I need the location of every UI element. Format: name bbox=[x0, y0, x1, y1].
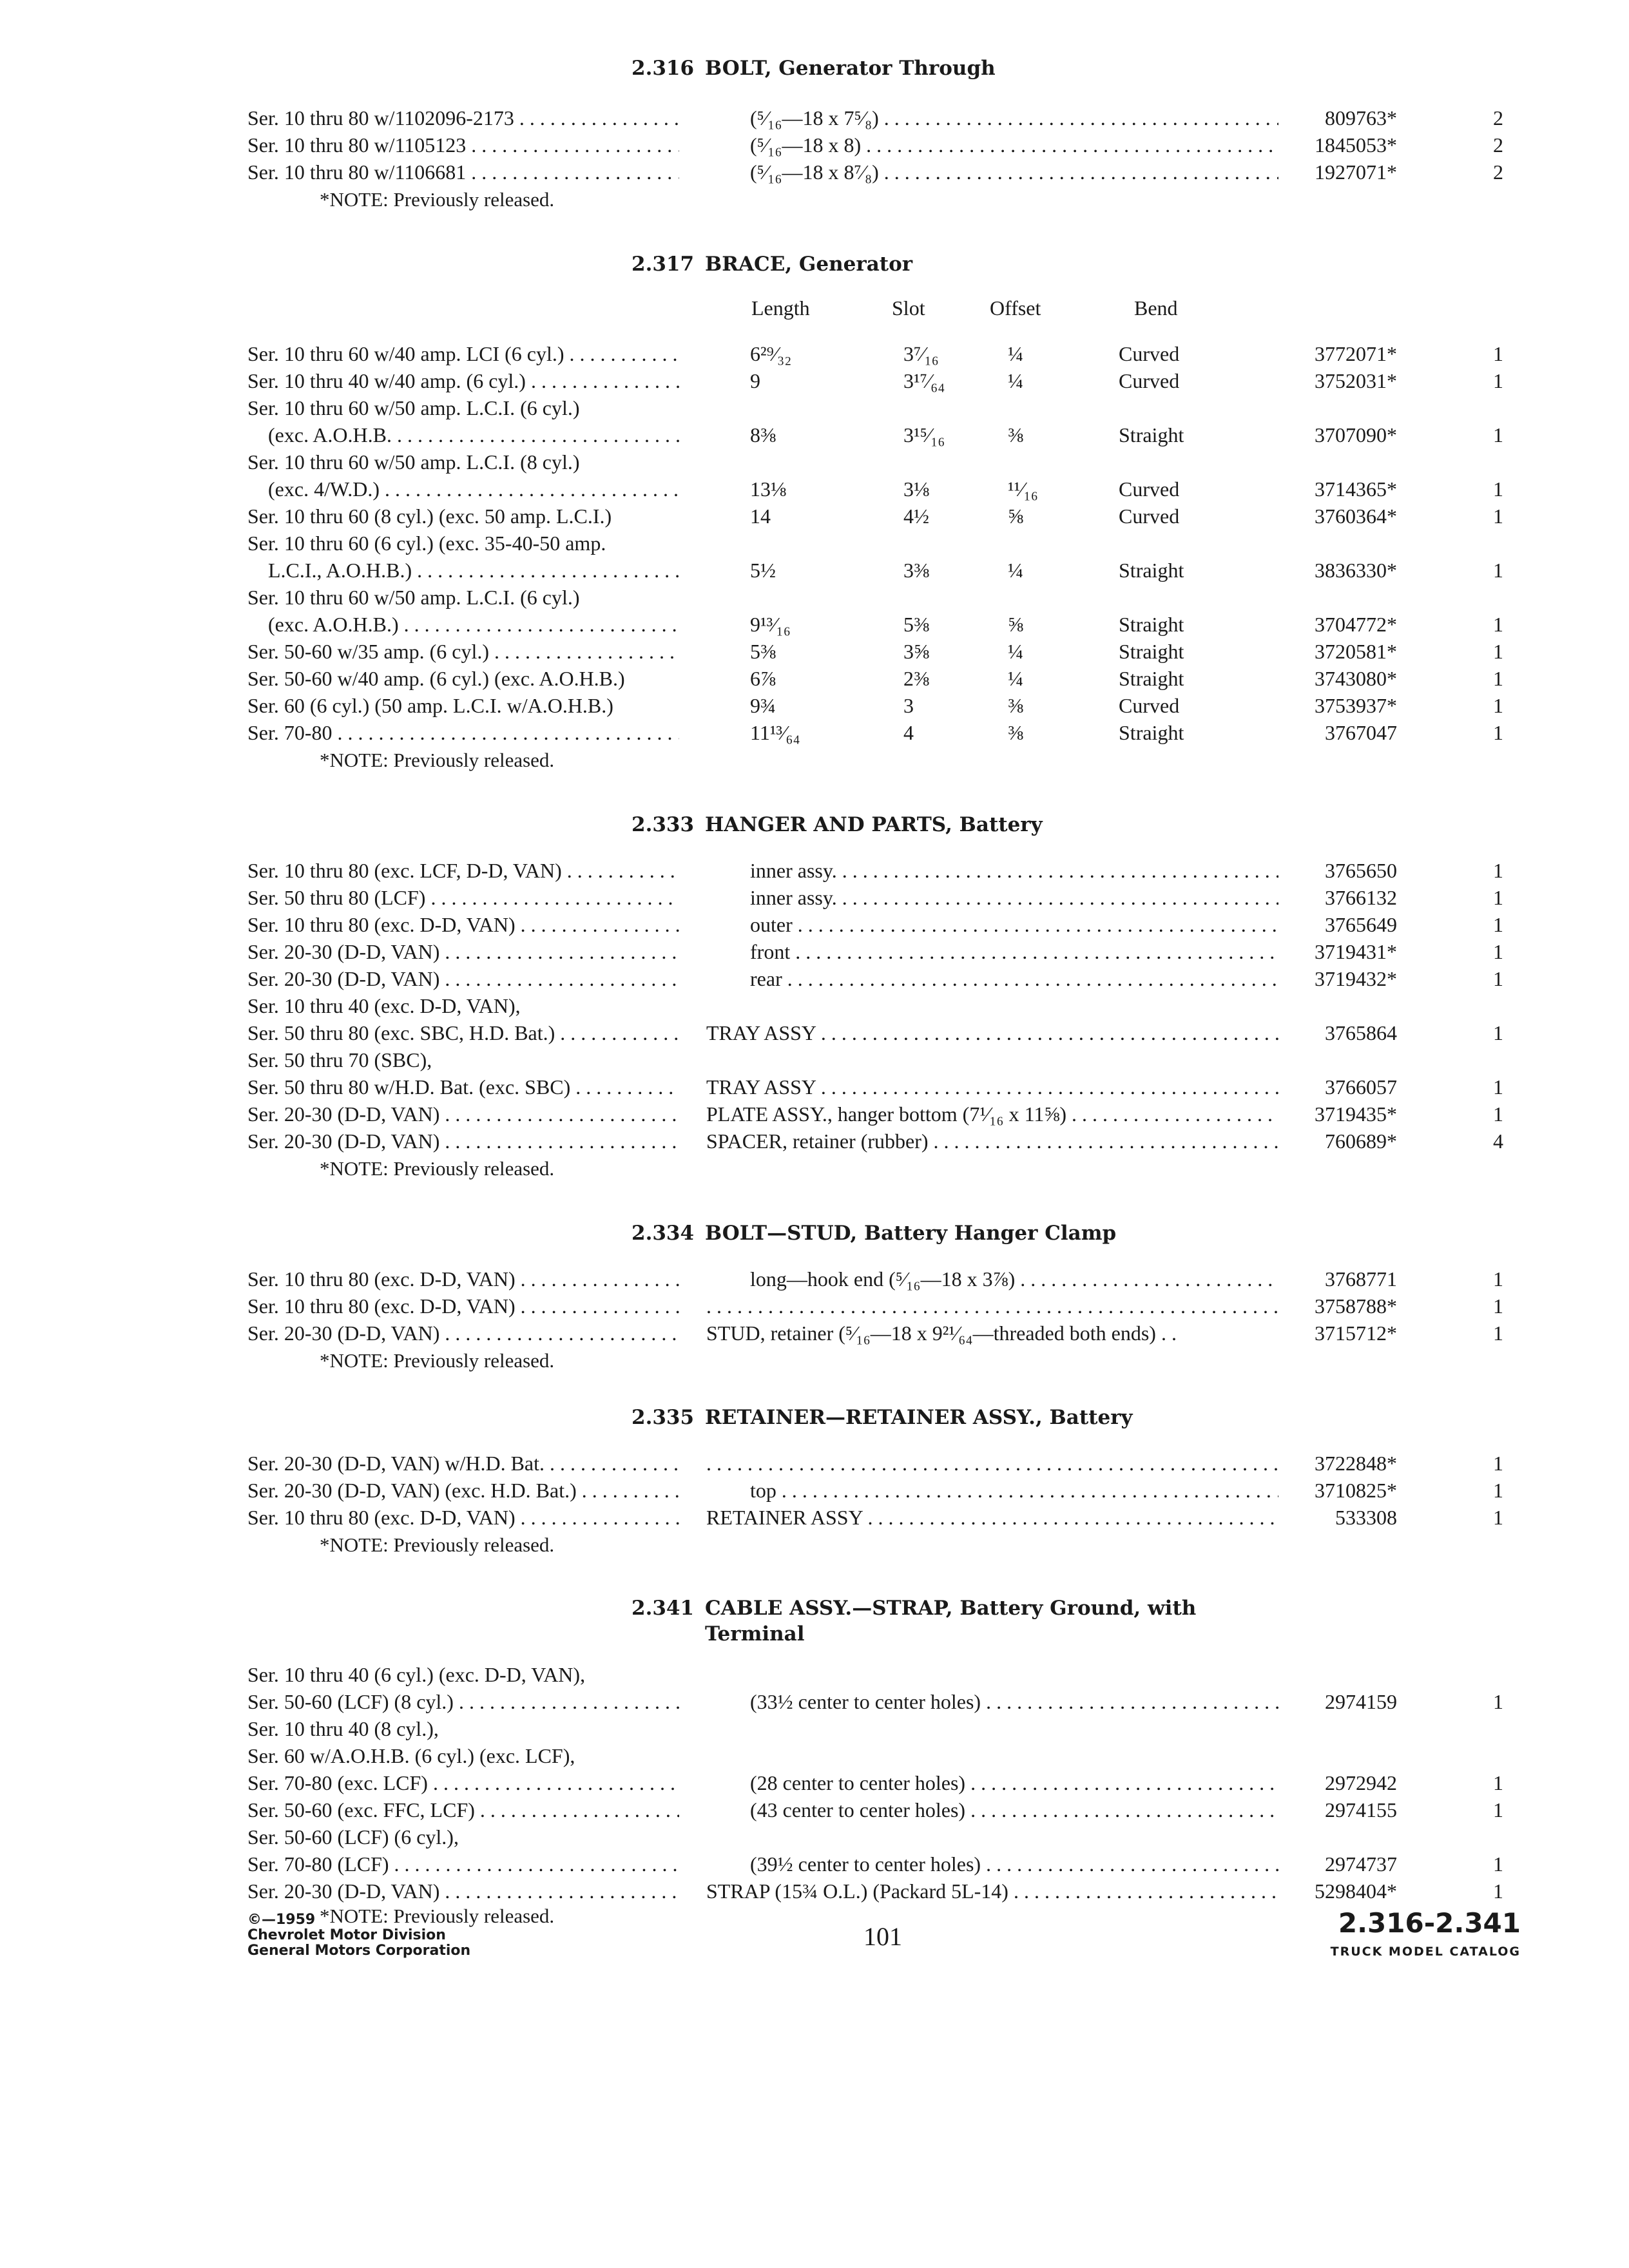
offset-value: ¼ bbox=[1008, 369, 1023, 392]
table-row bbox=[0, 530, 1629, 557]
series-label: Ser. 10 thru 80 (exc. D-D, VAN) . . . bbox=[247, 1265, 679, 1293]
part-number: 3715712* bbox=[1315, 1321, 1397, 1345]
part-description: front . . . bbox=[750, 938, 1278, 965]
part-description: long—hook end (⁵⁄₁₆—18 x 3⅞) . . . bbox=[750, 1265, 1278, 1293]
part-description: (33½ center to center holes) . . . bbox=[750, 1688, 1278, 1715]
section-header-2316 bbox=[631, 57, 996, 80]
part-number: 5298404* bbox=[1315, 1879, 1397, 1903]
part-number: 3758788* bbox=[1315, 1294, 1397, 1318]
series-label: Ser. 10 thru 60 (8 cyl.) (exc. 50 amp. L.C.I.) bbox=[247, 505, 612, 528]
length-value: 9¾ bbox=[750, 694, 776, 717]
series-label: Ser. 10 thru 60 w/50 amp. L.C.I. (6 cyl.) bbox=[247, 396, 580, 419]
offset-value: ⅝ bbox=[1008, 613, 1023, 636]
bend-value: Straight bbox=[1119, 721, 1184, 744]
quantity: 1 bbox=[1493, 1506, 1503, 1529]
series-label: Ser. 50-60 w/35 amp. (6 cyl.) . . . bbox=[247, 638, 679, 665]
part-number: 3760364* bbox=[1315, 505, 1397, 528]
series-label: Ser. 10 thru 60 w/50 amp. L.C.I. (6 cyl.) bbox=[247, 586, 580, 609]
column-header-bend: Bend bbox=[1134, 296, 1178, 320]
slot-value: 2⅜ bbox=[903, 667, 929, 690]
bend-value: Curved bbox=[1119, 342, 1180, 365]
series-label: Ser. 20-30 (D-D, VAN) . . . bbox=[247, 1878, 679, 1905]
length-value: 6²⁹⁄₃₂ bbox=[750, 342, 792, 365]
quantity: 1 bbox=[1493, 342, 1503, 365]
series-label: Ser. 10 thru 80 (exc. D-D, VAN) . . . bbox=[247, 1504, 679, 1531]
length-value: 9¹³⁄₁₆ bbox=[750, 613, 791, 636]
section-number: 2.335 bbox=[631, 1406, 695, 1429]
series-label: Ser. 60 w/A.O.H.B. (6 cyl.) (exc. LCF), bbox=[247, 1744, 575, 1767]
part-number: 3719435* bbox=[1315, 1102, 1397, 1126]
bend-value: Curved bbox=[1119, 477, 1180, 501]
part-description: TRAY ASSY . . . bbox=[706, 1019, 1278, 1046]
section-title: BOLT—STUD, Battery Hanger Clamp bbox=[705, 1222, 1117, 1245]
quantity: 1 bbox=[1493, 505, 1503, 528]
table-row bbox=[0, 159, 1629, 186]
series-label: (exc. 4/W.D.) . . . bbox=[247, 476, 679, 503]
quantity: 2 bbox=[1493, 106, 1503, 130]
slot-value: 3¹⁷⁄₆₄ bbox=[903, 369, 945, 392]
quantity: 1 bbox=[1493, 1771, 1503, 1794]
table-row bbox=[0, 131, 1629, 159]
offset-value: ¹¹⁄₁₆ bbox=[1008, 477, 1038, 501]
table-row bbox=[0, 1477, 1629, 1504]
quantity: 1 bbox=[1493, 1021, 1503, 1044]
part-number: 2974159 bbox=[1325, 1690, 1397, 1713]
corporation-name: General Motors Corporation bbox=[247, 1943, 471, 1959]
quantity: 1 bbox=[1493, 559, 1503, 582]
part-description: TRAY ASSY . . . bbox=[706, 1073, 1278, 1100]
part-number: 3752031* bbox=[1315, 369, 1397, 392]
series-label: Ser. 70-80 . . . bbox=[247, 719, 679, 746]
part-description: PLATE ASSY., hanger bottom (7¹⁄₁₆ x 11⅝) . . . bbox=[706, 1100, 1278, 1128]
part-number: 3765864 bbox=[1325, 1021, 1397, 1044]
table-row bbox=[0, 557, 1629, 584]
table-row bbox=[0, 992, 1629, 1019]
section-number: 2.341 bbox=[631, 1597, 695, 1620]
table-row bbox=[0, 1769, 1629, 1796]
section-header-2335 bbox=[631, 1406, 1133, 1429]
quantity: 1 bbox=[1493, 1321, 1503, 1345]
length-value: 14 bbox=[750, 505, 771, 528]
part-number: 3765650 bbox=[1325, 859, 1397, 882]
part-description: outer . . . bbox=[750, 911, 1278, 938]
quantity: 4 bbox=[1493, 1129, 1503, 1153]
part-number: 3766057 bbox=[1325, 1075, 1397, 1099]
table-row bbox=[0, 665, 1629, 692]
length-value: 13⅛ bbox=[750, 477, 786, 501]
series-label: (exc. A.O.H.B. . . . bbox=[247, 421, 679, 448]
part-description bbox=[706, 1450, 1278, 1477]
part-description: inner assy. . . . bbox=[750, 884, 1278, 911]
series-label: Ser. 20-30 (D-D, VAN) w/H.D. Bat. . . . bbox=[247, 1450, 679, 1477]
quantity: 1 bbox=[1493, 1075, 1503, 1099]
part-number: 2974155 bbox=[1325, 1798, 1397, 1821]
part-description: (39½ center to center holes) . . . bbox=[750, 1850, 1278, 1878]
series-label: Ser. 50 thru 70 (SBC), bbox=[247, 1048, 432, 1072]
part-number: 3710825* bbox=[1315, 1479, 1397, 1502]
series-label: Ser. 10 thru 80 w/1106681 . . . bbox=[247, 159, 679, 186]
series-label: Ser. 50 thru 80 w/H.D. Bat. (exc. SBC) . . . bbox=[247, 1073, 679, 1100]
bend-value: Straight bbox=[1119, 640, 1184, 663]
quantity: 1 bbox=[1493, 1690, 1503, 1713]
part-number: 3722848* bbox=[1315, 1452, 1397, 1475]
quantity: 1 bbox=[1493, 1102, 1503, 1126]
quantity: 1 bbox=[1493, 667, 1503, 690]
slot-value: 3⅝ bbox=[903, 640, 929, 663]
offset-value: ⅝ bbox=[1008, 505, 1023, 528]
part-number: 809763* bbox=[1325, 106, 1397, 130]
copyright: ©—1959 bbox=[247, 1912, 316, 1928]
table-row bbox=[0, 1850, 1629, 1878]
part-number: 3714365* bbox=[1315, 477, 1397, 501]
series-label: Ser. 50 thru 80 (LCF) . . . bbox=[247, 884, 679, 911]
table-row bbox=[0, 938, 1629, 965]
slot-value: 4½ bbox=[903, 505, 929, 528]
part-number: 3707090* bbox=[1315, 423, 1397, 447]
section-note: *NOTE: Previously released. bbox=[320, 1349, 555, 1372]
quantity: 1 bbox=[1493, 1452, 1503, 1475]
quantity: 1 bbox=[1493, 1852, 1503, 1876]
quantity: 2 bbox=[1493, 160, 1503, 184]
part-number: 3719432* bbox=[1315, 967, 1397, 990]
series-label: Ser. 50-60 (LCF) (8 cyl.) . . . bbox=[247, 1688, 679, 1715]
slot-value: 5⅜ bbox=[903, 613, 929, 636]
part-number: 3768771 bbox=[1325, 1267, 1397, 1291]
section-title: CABLE ASSY.—STRAP, Battery Ground, with bbox=[705, 1597, 1197, 1620]
section-header-2341 bbox=[631, 1597, 1197, 1646]
series-label: Ser. 20-30 (D-D, VAN) . . . bbox=[247, 1128, 679, 1155]
slot-value: 3⅜ bbox=[903, 559, 929, 582]
table-row bbox=[0, 692, 1629, 719]
page-number: 101 bbox=[863, 1922, 902, 1951]
quantity: 1 bbox=[1493, 694, 1503, 717]
slot-value: 3 bbox=[903, 694, 914, 717]
table-row bbox=[0, 1661, 1629, 1688]
quantity: 1 bbox=[1493, 613, 1503, 636]
series-label: L.C.I., A.O.H.B.) . . . bbox=[247, 557, 679, 584]
part-number: 3836330* bbox=[1315, 559, 1397, 582]
series-label: Ser. 20-30 (D-D, VAN) . . . bbox=[247, 938, 679, 965]
part-number: 2972942 bbox=[1325, 1771, 1397, 1794]
series-label: Ser. 50-60 (LCF) (6 cyl.), bbox=[247, 1825, 459, 1849]
slot-value: 3¹⁵⁄₁₆ bbox=[903, 423, 945, 447]
offset-value: ¼ bbox=[1008, 667, 1023, 690]
table-row bbox=[0, 857, 1629, 884]
section-title: BOLT, Generator Through bbox=[705, 57, 996, 80]
table-row bbox=[0, 1878, 1629, 1905]
series-label: Ser. 10 thru 80 (exc. LCF, D-D, VAN) . . . bbox=[247, 857, 679, 884]
quantity: 1 bbox=[1493, 477, 1503, 501]
part-number: 1927071* bbox=[1315, 160, 1397, 184]
table-row bbox=[0, 1504, 1629, 1531]
length-value: 8⅜ bbox=[750, 423, 776, 447]
quantity: 1 bbox=[1493, 1798, 1503, 1821]
table-row bbox=[0, 1715, 1629, 1742]
section-header-2333 bbox=[631, 813, 1043, 836]
series-label: Ser. 10 thru 80 (exc. D-D, VAN) . . . bbox=[247, 911, 679, 938]
table-row bbox=[0, 1742, 1629, 1769]
section-header-2334 bbox=[631, 1222, 1116, 1245]
column-header-length: Length bbox=[751, 296, 810, 320]
series-label: Ser. 20-30 (D-D, VAN) . . . bbox=[247, 1100, 679, 1128]
offset-value: ¼ bbox=[1008, 342, 1023, 365]
series-label: Ser. 20-30 (D-D, VAN) . . . bbox=[247, 965, 679, 992]
table-row bbox=[0, 638, 1629, 665]
table-row bbox=[0, 1796, 1629, 1823]
table-row bbox=[0, 1265, 1629, 1293]
part-description: (28 center to center holes) . . . bbox=[750, 1769, 1278, 1796]
quantity: 1 bbox=[1493, 1879, 1503, 1903]
table-row bbox=[0, 884, 1629, 911]
quantity: 2 bbox=[1493, 133, 1503, 157]
length-value: 6⅞ bbox=[750, 667, 776, 690]
bend-value: Straight bbox=[1119, 667, 1184, 690]
table-row bbox=[0, 911, 1629, 938]
part-number: 3743080* bbox=[1315, 667, 1397, 690]
part-description: (⁵⁄₁₆—18 x 7⁵⁄₈) . . . bbox=[750, 104, 1278, 131]
table-row bbox=[0, 1046, 1629, 1073]
table-row bbox=[0, 394, 1629, 421]
part-description: top . . . bbox=[750, 1477, 1278, 1504]
quantity: 1 bbox=[1493, 640, 1503, 663]
quantity: 1 bbox=[1493, 721, 1503, 744]
length-value: 5½ bbox=[750, 559, 776, 582]
section-number: 2.333 bbox=[631, 813, 695, 836]
division-name: Chevrolet Motor Division bbox=[247, 1927, 446, 1943]
length-value: 5⅜ bbox=[750, 640, 776, 663]
section-number: 2.316 bbox=[631, 57, 695, 80]
table-row bbox=[0, 1320, 1629, 1347]
part-description bbox=[706, 1293, 1278, 1320]
offset-value: ⅜ bbox=[1008, 721, 1023, 744]
series-label: Ser. 10 thru 40 (8 cyl.), bbox=[247, 1717, 439, 1740]
section-title: HANGER AND PARTS, Battery bbox=[705, 813, 1043, 836]
series-label: Ser. 20-30 (D-D, VAN) . . . bbox=[247, 1320, 679, 1347]
part-number: 3767047 bbox=[1325, 721, 1397, 744]
table-row bbox=[0, 340, 1629, 367]
section-header-2317 bbox=[631, 253, 912, 276]
series-label: (exc. A.O.H.B.) . . . bbox=[247, 611, 679, 638]
part-description: inner assy. . . . bbox=[750, 857, 1278, 884]
offset-value: ⅜ bbox=[1008, 423, 1023, 447]
length-value: 11¹³⁄₆₄ bbox=[750, 721, 800, 744]
table-row bbox=[0, 1100, 1629, 1128]
series-label: Ser. 50-60 (exc. FFC, LCF) . . . bbox=[247, 1796, 679, 1823]
table-row bbox=[0, 965, 1629, 992]
slot-value: 3⅛ bbox=[903, 477, 929, 501]
column-header-slot: Slot bbox=[892, 296, 925, 320]
part-number: 533308 bbox=[1335, 1506, 1397, 1529]
part-description: STUD, retainer (⁵⁄₁₆—18 x 9²¹⁄₆₄—threaded both ends) . . bbox=[706, 1321, 1177, 1345]
series-label: Ser. 10 thru 60 w/50 amp. L.C.I. (8 cyl.) bbox=[247, 450, 580, 474]
column-header-offset: Offset bbox=[990, 296, 1041, 320]
quantity: 1 bbox=[1493, 1294, 1503, 1318]
quantity: 1 bbox=[1493, 913, 1503, 936]
table-row bbox=[0, 1019, 1629, 1046]
series-label: Ser. 10 thru 40 (exc. D-D, VAN), bbox=[247, 994, 521, 1017]
length-value: 9 bbox=[750, 369, 760, 392]
quantity: 1 bbox=[1493, 967, 1503, 990]
table-row bbox=[0, 104, 1629, 131]
quantity: 1 bbox=[1493, 1479, 1503, 1502]
section-note: *NOTE: Previously released. bbox=[320, 749, 555, 771]
offset-value: ¼ bbox=[1008, 559, 1023, 582]
part-description: (43 center to center holes) . . . bbox=[750, 1796, 1278, 1823]
section-note: *NOTE: Previously released. bbox=[320, 1157, 555, 1180]
part-description: SPACER, retainer (rubber) . . . bbox=[706, 1128, 1278, 1155]
series-label: Ser. 70-80 (LCF) . . . bbox=[247, 1850, 679, 1878]
table-row bbox=[0, 1823, 1629, 1850]
bend-value: Straight bbox=[1119, 559, 1184, 582]
table-row bbox=[0, 1128, 1629, 1155]
part-number: 760689* bbox=[1325, 1129, 1397, 1153]
section-note: *NOTE: Previously released. bbox=[320, 188, 555, 211]
section-number: 2.334 bbox=[631, 1222, 695, 1245]
table-row bbox=[0, 611, 1629, 638]
table-row bbox=[0, 503, 1629, 530]
part-number: 3704772* bbox=[1315, 613, 1397, 636]
quantity: 1 bbox=[1493, 423, 1503, 447]
bend-value: Curved bbox=[1119, 505, 1180, 528]
offset-value: ¼ bbox=[1008, 640, 1023, 663]
bend-value: Straight bbox=[1119, 613, 1184, 636]
part-number: 3766132 bbox=[1325, 886, 1397, 909]
bend-value: Straight bbox=[1119, 423, 1184, 447]
slot-value: 3⁷⁄₁₆ bbox=[903, 342, 939, 365]
part-description: rear . . . bbox=[750, 965, 1278, 992]
publisher-block bbox=[247, 1912, 470, 1959]
part-description: (⁵⁄₁₆—18 x 8⁷⁄₈) . . . bbox=[750, 159, 1278, 186]
quantity: 1 bbox=[1493, 886, 1503, 909]
part-number: 3720581* bbox=[1315, 640, 1397, 663]
series-label: Ser. 10 thru 80 w/1102096-2173 . . . bbox=[247, 104, 679, 131]
section-title: BRACE, Generator bbox=[705, 253, 913, 276]
bend-value: Curved bbox=[1119, 694, 1180, 717]
section-title: RETAINER—RETAINER ASSY., Battery bbox=[705, 1406, 1133, 1429]
series-label: Ser. 70-80 (exc. LCF) . . . bbox=[247, 1769, 679, 1796]
table-row bbox=[0, 1688, 1629, 1715]
table-row bbox=[0, 1450, 1629, 1477]
section-note: *NOTE: Previously released. bbox=[320, 1905, 555, 1927]
part-number: 3753937* bbox=[1315, 694, 1397, 717]
series-label: Ser. 50 thru 80 (exc. SBC, H.D. Bat.) . . . bbox=[247, 1019, 679, 1046]
part-description: (⁵⁄₁₆—18 x 8) . . . bbox=[750, 131, 1278, 159]
quantity: 1 bbox=[1493, 1267, 1503, 1291]
table-row bbox=[0, 476, 1629, 503]
quantity: 1 bbox=[1493, 940, 1503, 963]
table-row bbox=[0, 367, 1629, 394]
part-description: STRAP (15¾ O.L.) (Packard 5L-14) . . . bbox=[706, 1878, 1278, 1905]
section-title-continued: Terminal bbox=[705, 1622, 805, 1646]
part-number: 3772071* bbox=[1315, 342, 1397, 365]
series-label: Ser. 60 (6 cyl.) (50 amp. L.C.I. w/A.O.H.B.) bbox=[247, 694, 613, 717]
quantity: 1 bbox=[1493, 369, 1503, 392]
table-row bbox=[0, 448, 1629, 476]
part-number: 3719431* bbox=[1315, 940, 1397, 963]
series-label: Ser. 20-30 (D-D, VAN) (exc. H.D. Bat.) . . . bbox=[247, 1477, 679, 1504]
series-label: Ser. 10 thru 40 w/40 amp. (6 cyl.) . . . bbox=[247, 367, 679, 394]
part-description: RETAINER ASSY . . . bbox=[706, 1504, 1278, 1531]
table-row bbox=[0, 584, 1629, 611]
series-label: Ser. 10 thru 40 (6 cyl.) (exc. D-D, VAN), bbox=[247, 1663, 586, 1686]
catalog-name: TRUCK MODEL CATALOG bbox=[1330, 1945, 1521, 1959]
section-number: 2.317 bbox=[631, 253, 695, 276]
table-row bbox=[0, 719, 1629, 746]
series-label: Ser. 10 thru 80 w/1105123 . . . bbox=[247, 131, 679, 159]
part-number: 3765649 bbox=[1325, 913, 1397, 936]
slot-value: 4 bbox=[903, 721, 914, 744]
series-label: Ser. 10 thru 60 (6 cyl.) (exc. 35-40-50 amp. bbox=[247, 532, 606, 555]
series-label: Ser. 10 thru 80 (exc. D-D, VAN) . . . bbox=[247, 1293, 679, 1320]
series-label: Ser. 10 thru 60 w/40 amp. LCI (6 cyl.) . . . bbox=[247, 340, 679, 367]
part-number: 1845053* bbox=[1315, 133, 1397, 157]
quantity: 1 bbox=[1493, 859, 1503, 882]
table-row bbox=[0, 1293, 1629, 1320]
bend-value: Curved bbox=[1119, 369, 1180, 392]
table-row bbox=[0, 1073, 1629, 1100]
table-row bbox=[0, 421, 1629, 448]
section-note: *NOTE: Previously released. bbox=[320, 1533, 555, 1556]
offset-value: ⅜ bbox=[1008, 694, 1023, 717]
part-number: 2974737 bbox=[1325, 1852, 1397, 1876]
series-label: Ser. 50-60 w/40 amp. (6 cyl.) (exc. A.O.H.B.) bbox=[247, 667, 625, 690]
section-range: 2.316-2.341 bbox=[1338, 1907, 1521, 1939]
